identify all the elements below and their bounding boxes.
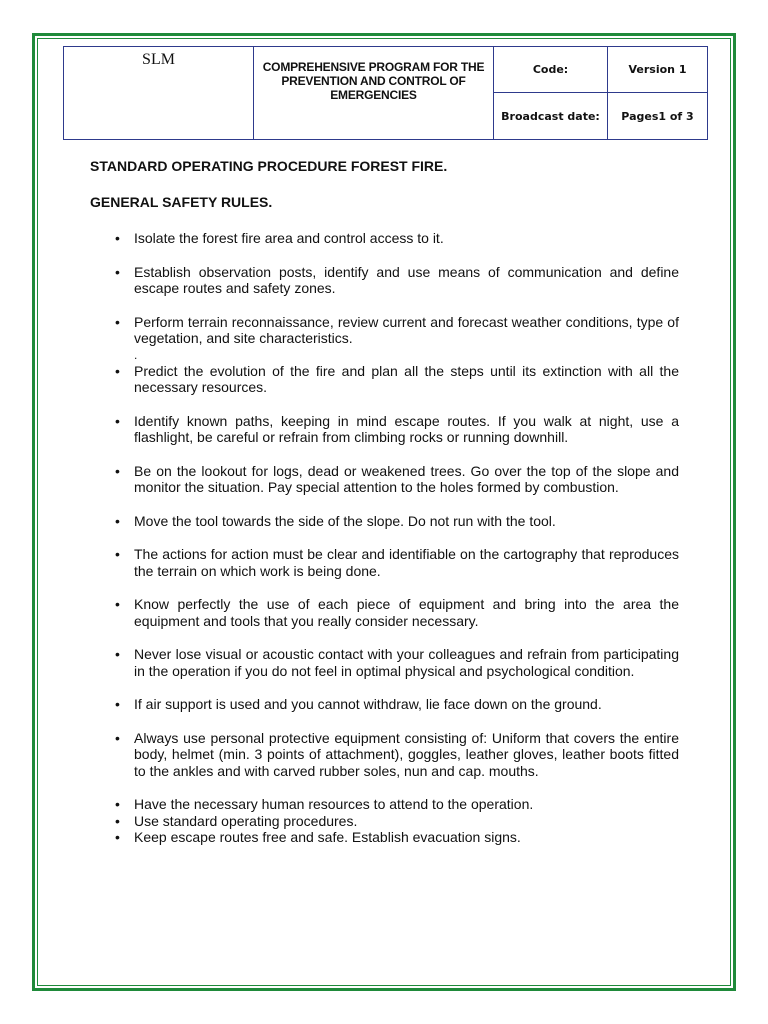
list-item: • If air support is used and you cannot withdraw, lie face down on the ground. (115, 696, 679, 713)
page-count: Pages1 of 3 (608, 93, 708, 140)
program-title: COMPREHENSIVE PROGRAM FOR THE PREVENTION AND CONTROL OF EMERGENCIES (254, 47, 494, 140)
list-item: • Establish observation posts, identify and use means of communication and define escape routes and safety zones. (115, 264, 679, 297)
document-header-table (63, 46, 708, 140)
stray-dot: . (134, 347, 138, 362)
list-item: • The actions for action must be clear and identifiable on the cartography that reproduces the terrain on which work is being done. (115, 546, 679, 579)
logo-cell: SLM (64, 47, 254, 140)
list-item: • Keep escape routes free and safe. Establish evacuation signs. (115, 829, 679, 846)
safety-rules-list (115, 230, 679, 846)
list-item: • Isolate the forest fire area and control access to it. (115, 230, 679, 247)
code-label: Code: (494, 47, 608, 93)
section-title: GENERAL SAFETY RULES. (90, 194, 273, 210)
list-item: • Be on the lookout for logs, dead or weakened trees. Go over the top of the slope and monitor the situation. Pay special attention to the holes formed by combustion. (115, 463, 679, 496)
list-item: • Never lose visual or acoustic contact with your colleagues and refrain from participating in the operation if you do not feel in optimal physical and psychological condition. (115, 646, 679, 679)
list-item: • Know perfectly the use of each piece of equipment and bring into the area the equipment and tools that you really consider necessary. (115, 596, 679, 629)
list-item: • Predict the evolution of the fire and plan all the steps until its extinction with all the necessary resources. (115, 363, 679, 396)
list-item: • Move the tool towards the side of the slope. Do not run with the tool. (115, 513, 679, 530)
document-title: STANDARD OPERATING PROCEDURE FOREST FIRE. (90, 158, 448, 174)
list-item: • Identify known paths, keeping in mind escape routes. If you walk at night, use a flashlight, be careful or refrain from climbing rocks or running downhill. (115, 413, 679, 446)
list-item: • Always use personal protective equipment consisting of: Uniform that covers the entire body, helmet (min. 3 points of attachment), goggles, leather gloves, leather boots fitted to the ankles and with carved rubber soles, nun and cap. mouths. (115, 730, 679, 780)
broadcast-date-label: Broadcast date: (494, 93, 608, 140)
list-item: • Have the necessary human resources to attend to the operation. (115, 796, 679, 813)
list-item: • Use standard operating procedures. (115, 813, 679, 830)
list-item: • Perform terrain reconnaissance, review current and forecast weather conditions, type of vegetation, and site characteristics. (115, 314, 679, 347)
version-label: Version 1 (608, 47, 708, 93)
